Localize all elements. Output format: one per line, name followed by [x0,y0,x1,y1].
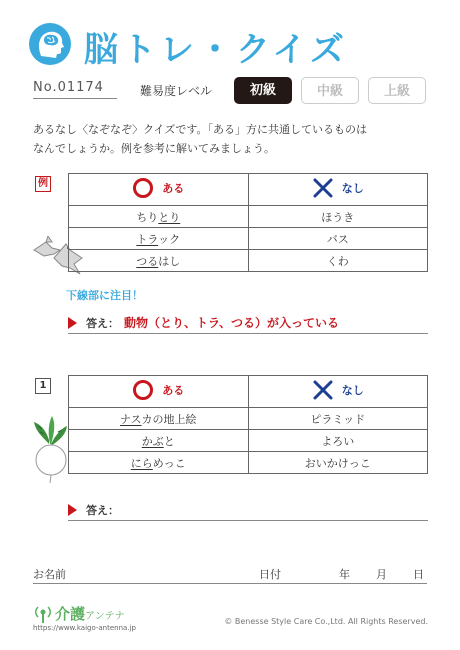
table-row [69,250,428,272]
table-row [69,430,428,452]
page-title: 脳トレ・クイズ [84,30,348,70]
nashi-label: なし [341,384,364,397]
question-answer-line[interactable] [68,499,428,521]
year-label: 年 [339,568,350,581]
instructions-line-2: なんでしょうか。例を参考に解いてみましょう。 [33,142,275,155]
logo-kana-text: アンテナ [85,611,125,622]
hint-note: 下線部に注目！ [66,289,143,302]
cross-mark-icon [312,177,334,199]
cell-text: めっこ [152,456,186,470]
example-answer-text: 動物（とり、トラ、つる）が入っている [124,316,340,330]
instructions [33,120,433,158]
circle-mark-icon [132,379,154,401]
example-table [68,173,428,272]
level-intermediate-badge: 中級 [301,77,359,104]
difficulty-label: 難易度レベル [140,84,213,98]
level-advanced-badge: 上級 [368,77,426,104]
underlined-text: トラ [136,232,159,246]
name-date-row [33,562,427,584]
nashi-cell: くわ [248,250,428,272]
page-header [0,20,460,70]
cell-text: ちり [136,210,159,224]
example-tag: 例 [35,176,51,192]
nashi-label: なし [341,182,364,195]
circle-mark-icon [132,177,154,199]
cell-text: ック [158,232,181,246]
table-row [69,206,428,228]
date-label: 日付 [259,568,281,581]
example-answer-line [68,312,428,334]
cell-text: はし [158,254,181,268]
aru-column-header [69,174,249,206]
cell-text: カの地上絵 [141,412,197,426]
quiz-number: No.01174 [33,80,117,99]
aru-column-header [69,376,249,408]
name-label: お名前 [33,568,66,581]
aru-cell [69,250,249,272]
site-url[interactable]: https://www.kaigo-antenna.jp [33,624,136,632]
triangle-marker-icon [68,317,77,329]
table-row [69,408,428,430]
table-header-row [69,174,428,206]
nashi-cell: バス [248,228,428,250]
underlined-text: にら [130,456,153,470]
answer-label: 答え： [86,317,119,330]
antenna-icon [33,604,53,624]
nashi-cell: ピラミッド [248,408,428,430]
aru-label: ある [162,384,185,397]
table-row [69,452,428,474]
month-label: 月 [376,568,387,581]
logo-main-text: 介護 [55,605,86,623]
nashi-column-header [248,376,428,408]
day-label: 日 [413,568,424,581]
cell-text: と [163,434,175,448]
underlined-text: かぶ [141,434,164,448]
nashi-column-header [248,174,428,206]
brain-head-icon [29,23,71,65]
instructions-line-1: あるなし〈なぞなぞ〉クイズです。「ある」方に共通しているものは [33,123,367,136]
aru-cell [69,430,249,452]
triangle-marker-icon [68,504,77,516]
nashi-cell: おいかけっこ [248,452,428,474]
level-beginner-badge: 初級 [234,77,292,104]
table-row [69,228,428,250]
nashi-cell: ほうき [248,206,428,228]
radish-icon [32,414,68,488]
cross-mark-icon [312,379,334,401]
answer-label: 答え： [86,504,119,517]
aru-cell [69,228,249,250]
question-table [68,375,428,474]
logo-text [55,603,125,624]
question-number-tag: 1 [35,378,51,394]
underlined-text: つる [136,254,159,268]
kaigo-antenna-logo[interactable] [33,603,193,637]
aru-cell [69,452,249,474]
aru-label: ある [162,182,185,195]
table-header-row [69,376,428,408]
underlined-text: とり [158,210,181,224]
underlined-text: ナス [119,412,142,426]
nashi-cell: よろい [248,430,428,452]
copyright-text: © Benesse Style Care Co.,Ltd. All Rights Reserved. [224,617,428,626]
aru-cell [69,206,249,228]
aru-cell [69,408,249,430]
